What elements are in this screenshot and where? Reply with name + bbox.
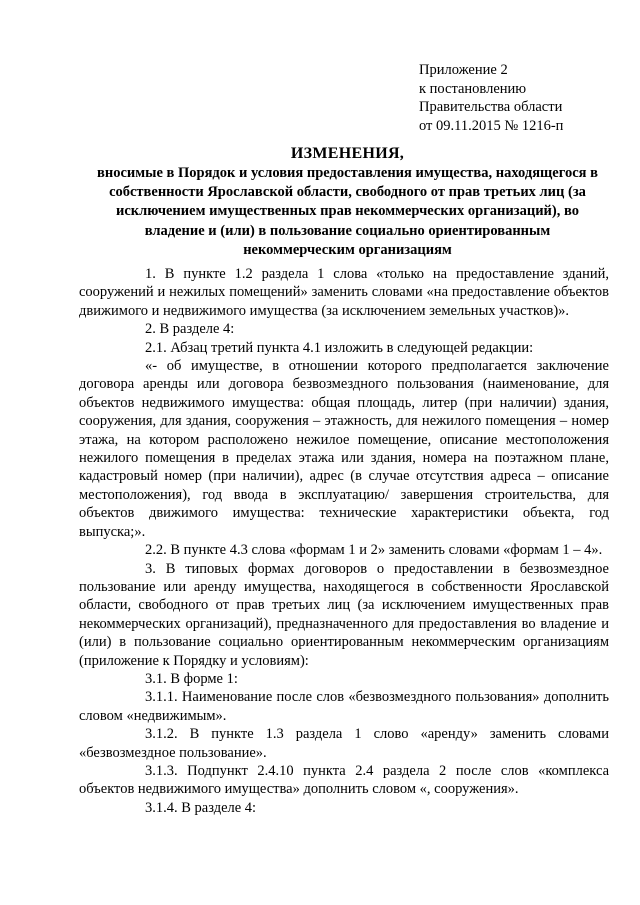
paragraph-1: 1. В пункте 1.2 раздела 1 слова «только на предоставление зданий, сооружений и нежилых помещений» заменить словами «на предоставление объектов движимого и недвижимого имущества (за исключением земельных участков)». <box>79 266 609 319</box>
title-subheading: вносимые в Порядок и условия предоставления имущества, находящегося в собственности Ярославской области, свободного от прав третьих лиц (за исключением имущественных прав некоммерческих организаций), во владение и (или) в пользование социально ориентированным некоммерческим организациям <box>97 165 598 258</box>
paragraph-3-1-4: 3.1.4. В разделе 4: <box>145 799 257 816</box>
paragraph-3-1-3: 3.1.3. Подпункт 2.4.10 пункта 2.4 раздела 2 после слов «комплекса объектов недвижимого имущества» дополнить словом «, сооружения». <box>79 762 609 798</box>
appendix-line-4: от 09.11.2015 № 1216-п <box>419 117 564 134</box>
paragraph-2-2: 2.2. В пункте 4.3 слова «формам 1 и 2» заменить словами «формам 1 – 4». <box>145 542 603 559</box>
appendix-line-2: к постановлению <box>419 80 527 97</box>
appendix-line-3: Правительства области <box>419 99 563 115</box>
paragraph-2-1: 2.1. Абзац третий пункта 4.1 изложить в следующей редакции: <box>145 339 534 356</box>
paragraph-3-1-1: 3.1.1. Наименование после слов «безвозмездного пользования» дополнить словом «недвижимым». <box>79 689 609 724</box>
title-heading: ИЗМЕНЕНИЯ, <box>290 145 405 162</box>
document-title <box>90 144 605 260</box>
appendix-reference <box>419 61 563 135</box>
appendix-line-1: Приложение 2 <box>419 62 508 78</box>
paragraph-quote: «- об имуществе, в отношении которого предполагается заключение договора аренды или договора безвозмездного пользования (наименование, для объектов недвижимого имущества: общая площадь, литер (при наличии) здания, сооружения, для здания, сооружения – этажность, для нежилого помещения – номер этажа, на котором расположено нежилое помещение, описание местоположения нежилого помещения в пределах этажа или здания, номера на поэтажном плане, кадастровый номер (при наличии), адрес (в случае отсутствия адреса – описание местоположения), год ввода в эксплуатацию/ завершения строительства, для объектов движимого имущества: технические характеристики объекта, год выпуска;». <box>79 358 609 540</box>
paragraph-3-1-2: 3.1.2. В пункте 1.3 раздела 1 слово «аренду» заменить словами «безвозмездное пользование». <box>79 726 609 761</box>
paragraph-3: 3. В типовых формах договоров о предоставлении в безвозмездное пользование или аренду имущества, находящегося в собственности Ярославской области, свободного от прав третьих лиц (за исключением имущественных прав некоммерческих организаций), предназначенного для предоставления во владение и (или) в пользование социально ориентированным некоммерческим организациям (приложение к Порядку и условиям): <box>79 560 609 669</box>
paragraph-3-1: 3.1. В форме 1: <box>145 670 238 687</box>
document-body <box>79 265 609 817</box>
paragraph-2: 2. В разделе 4: <box>145 321 235 338</box>
